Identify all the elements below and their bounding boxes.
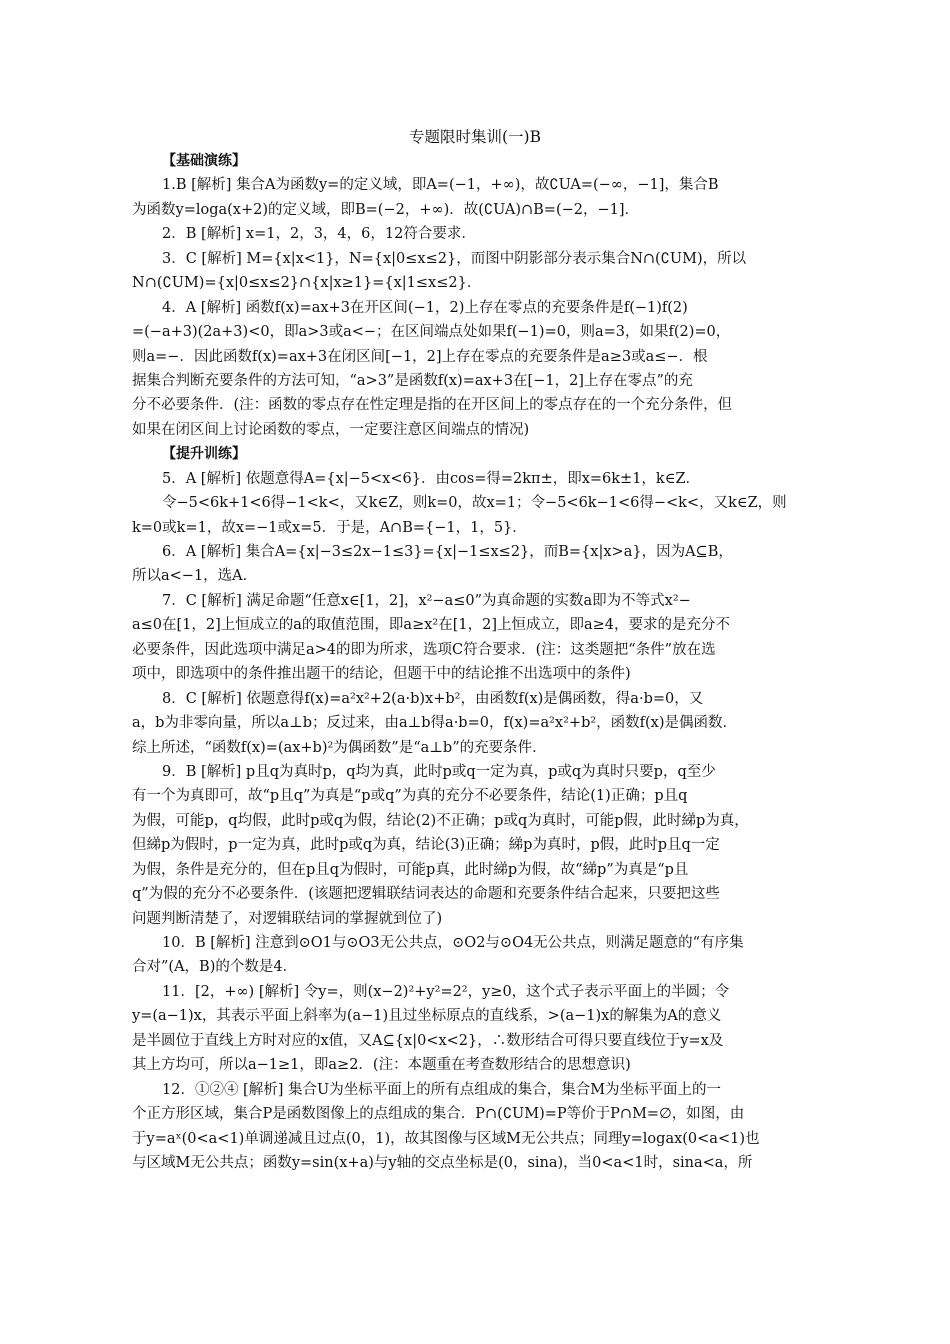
text-line: 有一个为真即可，故“p且q”为真是“p或q”为真的充分不必要条件，结论(1)正确；p且q: [132, 788, 688, 805]
text-line: 8．C [解析] 依题意得f(x)=a²x²+2(a·b)x+b²，由函数f(x)是偶函数，得a·b=0，又: [162, 690, 704, 707]
text-line: 据集合判断充要条件的方法可知，“a>3”是函数f(x)=ax+3在[−1，2]上存在零点”的充: [132, 372, 693, 389]
text-line: y=(a−1)x，其表示平面上斜率为(a−1)且过坐标原点的直线系，>(a−1)x的解集为A的意义: [132, 1008, 722, 1025]
text-line: a，b为非零向量，所以a⊥b；反过来，由a⊥b得a·b=0，f(x)=a²x²+b²，函数f(x)是偶函数．: [132, 715, 738, 732]
text-line: 但綈p为假时，p一定为真，此时p或q为真，结论(3)正确；綈p为真时，p假，此时p且q一定: [132, 837, 720, 854]
text-line: 为假，条件是充分的，但在p且q为假时，可能p真，此时綈p为假，故“綈p”为真是“p且: [132, 861, 689, 878]
text-line: q”为假的充分不必要条件．(该题把逻辑联结词表达的命题和充要条件结合起来，只要把这些: [132, 886, 720, 903]
text-line: 合对”(A，B)的个数是4．: [132, 959, 298, 976]
text-line: 2．B [解析] x=1，2，3，4，6，12符合要求．: [162, 226, 476, 243]
text-line: 项中，即选项中的条件推出题干的结论，但题干中的结论推不出选项中的条件): [132, 666, 631, 683]
text-line: 12．①②④ [解析] 集合U为坐标平面上的所有点组成的集合，集合M为坐标平面上的一: [162, 1081, 722, 1098]
document-title: 专题限时集训(一)B: [409, 128, 541, 146]
text-line: 4．A [解析] 函数f(x)=ax+3在开区间(−1，2)上存在零点的充要条件是f(−1)f(2): [162, 299, 688, 316]
text-line: 6．A [解析] 集合A={x|−3≤2x−1≤3}={x|−1≤x≤2}，而B={x|x>a}，因为A⊆B，: [162, 544, 733, 560]
text-line: 个正方形区域，集合P是函数图像上的点组成的集合．P∩(∁UM)=P等价于P∩M=∅，如图，由: [132, 1106, 745, 1123]
text-line: 3．C [解析] M={x|x<1}，N={x|0≤x≤2}，而图中阴影部分表示集合N∩(∁UM)，所以: [162, 250, 747, 267]
text-line: k=0或k=1，故x=−1或x=5．于是，A∩B={−1，1，5}．: [132, 519, 527, 536]
text-line: 令−5<6k+1<6得−1<k<，又k∈Z，则k=0，故x=1；令−5<6k−1<6得−<k<，又k∈Z，则: [162, 495, 787, 512]
text-line: =(−a+3)(2a+3)<0，即a>3或a<−；在区间端点处如果f(−1)=0，则a=3，如果f(2)=0，: [132, 324, 731, 341]
text-line: 为假，可能p，q均假，此时p或q为假，结论(2)不正确；p或q为真时，可能p假，此时綈p为真，: [132, 812, 749, 829]
text-line: 必要条件，因此选项中满足a>4的即为所求，选项C符合要求．(注：这类题把“条件”放在选: [132, 641, 716, 658]
text-line: 7．C [解析] 满足命题“任意x∈[1，2]，x²−a≤0”为真命题的实数a即为不等式x²−: [162, 592, 691, 609]
text-line: 所以a<−1，选A．: [132, 568, 258, 585]
text-line: 问题判断清楚了，对逻辑联结词的掌握就到位了): [132, 910, 443, 927]
text-line: 5．A [解析] 依题意得A={x|−5<x<6}．由cos=得=2kπ±，即x=6k±1，k∈Z．: [162, 470, 701, 487]
document-body: [132, 149, 822, 1175]
text-line: 10．B [解析] 注意到⊙O1与⊙O3无公共点，⊙O2与⊙O4无公共点，则满足题意的“有序集: [162, 935, 744, 951]
text-line: 是半圆位于直线上方时对应的x值，又A⊆{x|0<x<2}，∴数形结合可得只要直线位于y=x及: [132, 1032, 724, 1049]
section-heading: 【提升训练】: [162, 446, 246, 463]
text-line: 则a=−．因此函数f(x)=ax+3在闭区间[−1，2]上存在零点的充要条件是a≥3或a≤−．根: [132, 348, 708, 365]
text-line: 综上所述，“函数f(x)=(ax+b)²为偶函数”是“a⊥b”的充要条件．: [132, 739, 547, 756]
text-line: 如果在闭区间上讨论函数的零点，一定要注意区间端点的情况): [132, 421, 530, 438]
text-line: N∩(∁UM)={x|0≤x≤2}∩{x|x≥1}={x|1≤x≤2}．: [132, 275, 482, 292]
text-line: 与区域M无公共点；函数y=sin(x+a)与y轴的交点坐标是(0，sina)，当0<a<1时，sina<a，所: [132, 1154, 753, 1171]
text-line: 其上方均可，所以a−1≥1，即a≥2．(注：本题重在考查数形结合的思想意识): [132, 1057, 631, 1074]
text-line: a≤0在[1，2]上恒成立的a的取值范围，即a≥x²在[1，2]上恒成立，即a≥4，要求的是充分不: [132, 617, 730, 634]
text-line: 分不必要条件．(注：函数的零点存在性定理是指的在开区间上的零点存在的一个充分条件，但: [132, 397, 733, 414]
section-heading: 【基础演练】: [162, 153, 246, 169]
text-line: 1.B [解析] 集合A为函数y=的定义域，即A=(−1，+∞)，故∁UA=(−∞，−1]，集合B: [162, 177, 719, 194]
text-line: 11．[2，+∞) [解析] 令y=，则(x−2)²+y²=2²，y≥0，这个式子表示平面上的半圆；令: [162, 983, 730, 1000]
text-line: 9．B [解析] p且q为真时p，q均为真，此时p或q一定为真，p或q为真时只要p，q至少: [162, 763, 716, 780]
text-line: 于y=aˣ(0<a<1)单调递减且过点(0，1)，故其图像与区域M无公共点；同理y=logax(0<a<1)也: [132, 1130, 760, 1147]
text-line: 为函数y=loga(x+2)的定义域，即B=(−2，+∞)．故(∁UA)∩B=(−2，−1]．: [132, 201, 640, 218]
